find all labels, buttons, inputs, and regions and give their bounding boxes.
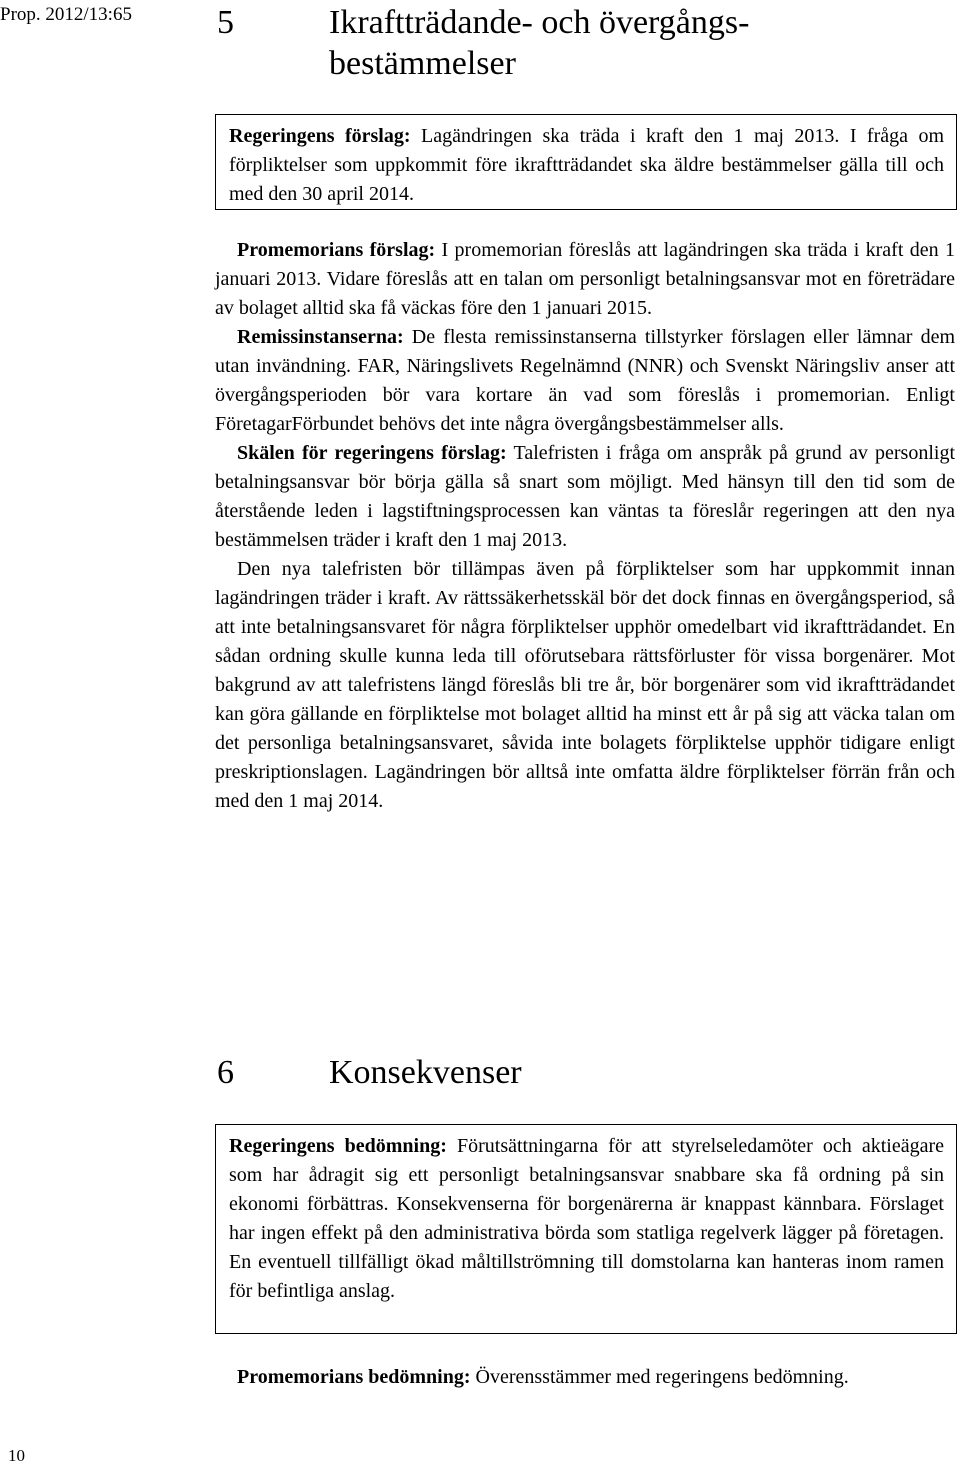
paragraph-text: Den nya talefristen bör tillämpas även på förpliktelser som har uppkommit innan lagändringen träder i kraft. Av rättssäkerhetsskäl bör det dock finnas en övergångsperiod, så att inte betalningsansvaret för några förpliktelser upphör omedelbart vid ikraftträdandet. En sådan ordning skulle kunna leda till oförutsebara rättsförluster för vissa borgenärer. Mot bakgrund av att talefristens längd föreslås bli tre år, bör borgenärer som vid ikraftträdandet kan göra gällande en förpliktelse mot bolaget alltid ha minst ett år på sig att väcka talan om det personliga betalningsansvaret, såvida inte bolagets förpliktelse upphör tidigare enligt preskriptionslagen. Lagändringen bör alltså inte omfatta äldre förpliktelser förrän från och med den 1 maj 2014. bbox=[215, 558, 955, 812]
paragraph-lead: Skälen för regeringens förslag: bbox=[237, 442, 507, 464]
section-6-assessment-box bbox=[215, 1124, 957, 1334]
section-5-title: Ikraftträdande- och övergångs-bestämmelser bbox=[329, 4, 750, 82]
prop-reference: Prop. 2012/13:65 bbox=[0, 4, 132, 25]
referral-paragraph bbox=[215, 323, 955, 439]
paragraph-text: Talefristen i fråga om anspråk på grund av personligt betalningsansvar bör börja gälla så snart som möjligt. Med hänsyn till den tid som de återstående leden i lagstiftningsprocessen kan väntas ta föreslår regeringen att den nya bestämmelsen träder i kraft den 1 maj 2013. bbox=[215, 442, 956, 551]
paragraph-text: I promemorian föreslås att lagändringen ska träda i kraft den 1 januari 2013. Vidare föreslås att en talan om personligt betalningsansvar mot en företrädare av bolaget alltid ska få väckas före den 1 januari 2015. bbox=[215, 239, 955, 319]
paragraph-lead: Promemorians förslag: bbox=[237, 239, 436, 261]
page-number: 10 bbox=[8, 1446, 25, 1465]
proposal-lead: Regeringens förslag: bbox=[229, 125, 411, 147]
assessment-lead: Regeringens bedömning: bbox=[229, 1135, 447, 1157]
memo-assessment-paragraph bbox=[215, 1363, 955, 1392]
section-6-title: Konsekvenser bbox=[329, 1054, 522, 1091]
body-paragraph bbox=[215, 555, 955, 816]
section-6-number: 6 bbox=[217, 1054, 234, 1091]
paragraph-lead: Remissinstanserna: bbox=[237, 326, 404, 348]
memo-proposal-paragraph bbox=[215, 236, 955, 323]
section-5-proposal-box bbox=[215, 114, 957, 210]
assessment-text: Förutsättningarna för att styrelseledamöter och aktieägare som har ådragit sig ett personligt betalningsansvar snabbare ska få ordning på sin ekonomi förbättras. Konsekvenserna för borgenärerna är knappast kännbara. Förslaget har ingen effekt på den administrativa börda som statliga regelverk lägger på företagen. En eventuell tillfälligt ökad måltillströmning till domstolarna kan hanteras inom ramen för befintliga anslag. bbox=[229, 1135, 944, 1302]
paragraph-text: De flesta remissinstanserna tillstyrker förslagen eller lämnar dem utan invändning. FAR, Näringslivets Regelnämnd (NNR) och Svenskt Näringsliv anser att övergångsperioden bör vara kortare än vad som föreslås i promemorian. Enligt FöretagarFörbundet behövs det inte några övergångsbestämmelser alls. bbox=[215, 326, 955, 435]
section-5-body bbox=[215, 236, 955, 816]
section-6-body bbox=[215, 1363, 955, 1392]
section-5-number: 5 bbox=[217, 4, 234, 41]
paragraph-text: Överensstämmer med regeringens bedömning. bbox=[470, 1366, 849, 1388]
paragraph-lead: Promemorians bedömning: bbox=[237, 1366, 471, 1388]
reasons-paragraph bbox=[215, 439, 955, 555]
proposal-text: Lagändringen ska träda i kraft den 1 maj 2013. I fråga om förpliktelser som uppkommit före ikraftträdandet ska äldre bestämmelser gälla till och med den 30 april 2014. bbox=[229, 125, 945, 205]
